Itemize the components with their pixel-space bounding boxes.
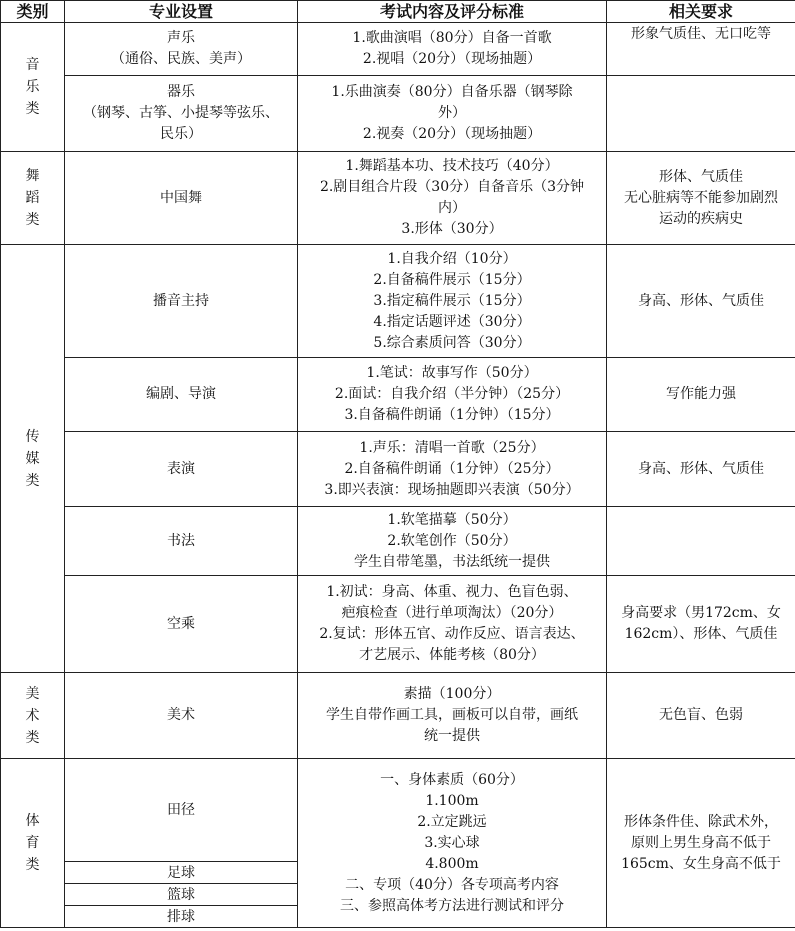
table-row — [1, 507, 795, 576]
major-dance: 中国舞 — [65, 152, 298, 245]
major-football: 足球 — [65, 862, 298, 884]
requirement-instrumental — [607, 76, 795, 152]
major-basketball: 篮球 — [65, 884, 298, 906]
requirement-dance: 形体、气质佳 无心脏病等不能参加剧烈 运动的疾病史 — [607, 152, 795, 245]
table-row — [1, 759, 795, 862]
major-instrumental: 器乐 （钢琴、古筝、小提琴等弦乐、 民乐） — [65, 76, 298, 152]
table-row — [1, 245, 795, 358]
major-acting: 表演 — [65, 432, 298, 507]
requirement-flight: 身高要求（男172cm、女 162cm）、形体、气质佳 — [607, 576, 795, 673]
requirement-sports: 形体条件佳、除武术外， 原则上男生身高不低于 165cm、女生身高不低于 — [607, 759, 795, 928]
major-calligraphy: 书法 — [65, 507, 298, 576]
content-flight: 1.初试：身高、体重、视力、色盲色弱、 疤痕检查（进行单项淘汰）（20分） 2.复试：形体五官、动作反应、语言表达、 才艺展示、体能考核（80分） — [298, 576, 607, 673]
content-sports: 一、身体素质（60分） 1.100m 2.立定跳远 3.实心球 4.800m 二、专项（40分）各专项高考内容 三、参照高体考方法进行测试和评分 — [298, 759, 607, 928]
requirement-acting: 身高、形体、气质佳 — [607, 432, 795, 507]
table-row — [1, 576, 795, 673]
category-dance: 舞 蹈 类 — [1, 152, 65, 245]
requirement-directing: 写作能力强 — [607, 358, 795, 432]
major-broadcast: 播音主持 — [65, 245, 298, 358]
requirement-art: 无色盲、色弱 — [607, 673, 795, 759]
category-art: 美 术 类 — [1, 673, 65, 759]
major-flight: 空乘 — [65, 576, 298, 673]
category-music: 音 乐 类 — [1, 23, 65, 152]
major-art: 美术 — [65, 673, 298, 759]
category-media: 传 媒 类 — [1, 245, 65, 673]
major-athletics: 田径 — [65, 759, 298, 862]
header-category: 类别 — [1, 1, 65, 23]
content-calligraphy: 1.软笔描摹（50分） 2.软笔创作（50分） 学生自带笔墨，书法纸统一提供 — [298, 507, 607, 576]
major-directing: 编剧、导演 — [65, 358, 298, 432]
major-volleyball: 排球 — [65, 906, 298, 928]
requirement-calligraphy — [607, 507, 795, 576]
header-row — [1, 1, 795, 23]
content-directing: 1.笔试：故事写作（50分） 2.面试：自我介绍（半分钟）（25分） 3.自备稿件朗诵（1分钟）（15分） — [298, 358, 607, 432]
table-row — [1, 152, 795, 245]
requirement-vocal: 形象气质佳、无口吃等 — [607, 23, 795, 76]
content-instrumental: 1.乐曲演奏（80分）自备乐器（钢琴除 外） 2.视奏（20分）（现场抽题） — [298, 76, 607, 152]
table-row — [1, 358, 795, 432]
table-row — [1, 76, 795, 152]
table-row — [1, 23, 795, 76]
table-row — [1, 673, 795, 759]
table-row — [1, 432, 795, 507]
content-broadcast: 1.自我介绍（10分） 2.自备稿件展示（15分） 3.指定稿件展示（15分） 4.指定话题评述（30分） 5.综合素质问答（30分） — [298, 245, 607, 358]
category-sports: 体 育 类 — [1, 759, 65, 928]
major-vocal: 声乐 （通俗、民族、美声） — [65, 23, 298, 76]
header-major: 专业设置 — [65, 1, 298, 23]
content-art: 素描（100分） 学生自带作画工具，画板可以自带，画纸 统一提供 — [298, 673, 607, 759]
header-requirement: 相关要求 — [607, 1, 795, 23]
content-dance: 1.舞蹈基本功、技术技巧（40分） 2.剧目组合片段（30分）自备音乐（3分钟 内） 3.形体（30分） — [298, 152, 607, 245]
content-acting: 1.声乐：清唱一首歌（25分） 2.自备稿件朗诵（1分钟）（25分） 3.即兴表演：现场抽题即兴表演（50分） — [298, 432, 607, 507]
content-vocal: 1.歌曲演唱（80分）自备一首歌 2.视唱（20分）（现场抽题） — [298, 23, 607, 76]
requirement-broadcast: 身高、形体、气质佳 — [607, 245, 795, 358]
header-content: 考试内容及评分标准 — [298, 1, 607, 23]
